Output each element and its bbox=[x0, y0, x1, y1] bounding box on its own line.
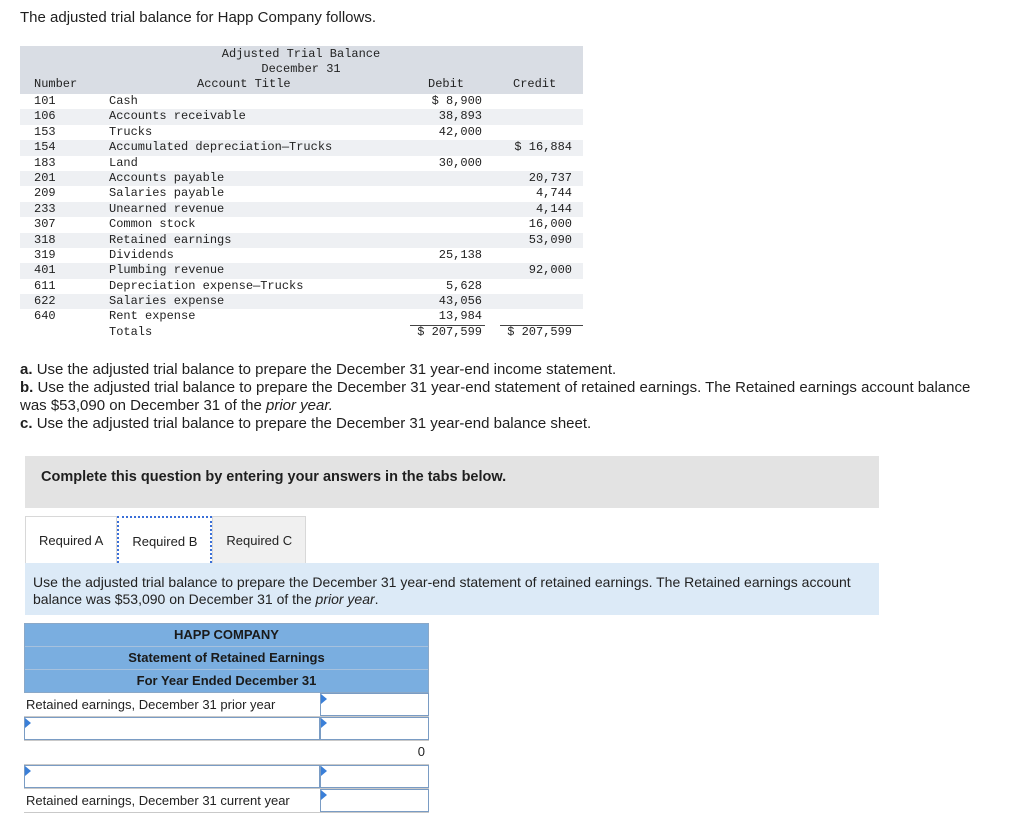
statement-row-label: Retained earnings, December 31 prior year bbox=[26, 697, 276, 712]
account-number: 201 bbox=[34, 170, 56, 185]
account-number: 307 bbox=[34, 217, 56, 232]
trial-balance-row bbox=[20, 109, 583, 124]
account-number: 611 bbox=[34, 278, 56, 293]
statement-row bbox=[24, 693, 429, 717]
account-number: 318 bbox=[34, 232, 56, 247]
account-number: 401 bbox=[34, 263, 56, 278]
question-c-label: c. bbox=[20, 415, 33, 432]
credit-amount: 4,744 bbox=[535, 186, 572, 201]
statement-row-label bbox=[26, 741, 320, 764]
account-number: 153 bbox=[34, 124, 56, 139]
trial-balance-row bbox=[20, 94, 583, 109]
trial-balance-row bbox=[20, 125, 583, 140]
tab-required-a[interactable]: Required A bbox=[25, 516, 117, 563]
header-account-title: Account Title bbox=[197, 77, 291, 91]
debit-amount: 38,893 bbox=[438, 109, 482, 124]
tab-required-c[interactable]: Required C bbox=[212, 516, 306, 563]
totals-debit: $ 207,599 bbox=[417, 324, 482, 339]
credit-amount: 53,090 bbox=[528, 232, 572, 247]
account-label-input[interactable] bbox=[24, 717, 320, 740]
statement-row bbox=[24, 789, 429, 813]
question-a-label: a. bbox=[20, 361, 33, 378]
trial-balance-row bbox=[20, 233, 583, 248]
account-title: Trucks bbox=[109, 124, 153, 139]
account-title: Plumbing revenue bbox=[109, 263, 225, 278]
account-number: 209 bbox=[34, 186, 56, 201]
statement-row bbox=[24, 765, 429, 789]
trial-balance-row bbox=[20, 140, 583, 155]
statement-name: Statement of Retained Earnings bbox=[25, 647, 428, 670]
trial-balance-table bbox=[20, 46, 583, 341]
credit-amount: 92,000 bbox=[528, 263, 572, 278]
instruction-text: Use the adjusted trial balance to prepare the December 31 year-end statement of retained earnings. The Retained earnings account balance was $53,090 on December 31 of the bbox=[33, 574, 851, 607]
question-a: Use the adjusted trial balance to prepare the December 31 year-end income statement. bbox=[36, 361, 617, 378]
questions bbox=[20, 361, 980, 433]
account-number: 183 bbox=[34, 155, 56, 170]
credit-amount: 16,000 bbox=[528, 217, 572, 232]
trial-balance-row bbox=[20, 202, 583, 217]
question-c: Use the adjusted trial balance to prepare the December 31 year-end balance sheet. bbox=[36, 415, 592, 432]
instruction-end: . bbox=[374, 591, 379, 607]
header-credit: Credit bbox=[513, 77, 557, 91]
account-title: Cash bbox=[109, 94, 138, 108]
trial-balance-row bbox=[20, 217, 583, 232]
intro-text: The adjusted trial balance for Happ Company follows. bbox=[20, 9, 377, 26]
totals-credit: $ 207,599 bbox=[507, 324, 572, 339]
account-title: Accounts payable bbox=[109, 170, 225, 185]
account-number: 319 bbox=[34, 247, 56, 262]
instruction-italic: prior year bbox=[315, 591, 375, 607]
account-title: Land bbox=[109, 155, 138, 170]
account-title: Dividends bbox=[109, 247, 174, 262]
account-title: Retained earnings bbox=[109, 232, 232, 247]
header-number: Number bbox=[34, 77, 78, 91]
prior-year-amount-input[interactable] bbox=[320, 693, 429, 716]
trial-balance-row bbox=[20, 248, 583, 263]
debit-amount: 43,056 bbox=[438, 294, 482, 309]
complete-prompt-box bbox=[25, 456, 879, 508]
tab-required-b[interactable]: Required B bbox=[117, 516, 212, 563]
account-title: Salaries expense bbox=[109, 294, 225, 309]
account-title: Depreciation expense—Trucks bbox=[109, 278, 304, 293]
instruction-panel bbox=[25, 563, 879, 615]
trial-balance-title: Adjusted Trial Balance bbox=[221, 47, 381, 61]
debit-amount: 5,628 bbox=[445, 278, 482, 293]
debit-amount: 30,000 bbox=[438, 155, 482, 170]
amount-input[interactable] bbox=[320, 765, 429, 788]
account-number: 101 bbox=[34, 94, 56, 108]
account-title: Accumulated depreciation—Trucks bbox=[109, 140, 333, 155]
trial-balance-date: December 31 bbox=[261, 62, 341, 76]
question-b-label: b. bbox=[20, 379, 34, 396]
header-debit: Debit bbox=[428, 77, 465, 91]
account-number: 106 bbox=[34, 109, 56, 124]
totals-label: Totals bbox=[109, 324, 153, 339]
trial-balance-header bbox=[20, 46, 583, 94]
account-title: Common stock bbox=[109, 217, 196, 232]
totals-row bbox=[20, 325, 583, 341]
account-number: 640 bbox=[34, 309, 56, 324]
trial-balance-row bbox=[20, 186, 583, 201]
statement-row bbox=[24, 741, 429, 765]
question-b: Use the adjusted trial balance to prepare the December 31 year-end statement of retained earnings. The Retained earnings account balance was $53,090 on December 31 of the bbox=[20, 379, 971, 414]
subtotal-value: 0 bbox=[320, 741, 429, 764]
trial-balance-row bbox=[20, 156, 583, 171]
retained-earnings-statement bbox=[24, 623, 429, 813]
debit-amount: 25,138 bbox=[438, 247, 482, 262]
account-title: Accounts receivable bbox=[109, 109, 246, 124]
account-label-input[interactable] bbox=[24, 765, 320, 788]
amount-input[interactable] bbox=[320, 717, 429, 740]
question-b-italic: prior year. bbox=[266, 397, 333, 414]
account-title: Unearned revenue bbox=[109, 201, 225, 216]
trial-balance-row bbox=[20, 263, 583, 278]
account-number: 622 bbox=[34, 294, 56, 309]
statement-header bbox=[24, 623, 429, 693]
trial-balance-row bbox=[20, 171, 583, 186]
statement-period: For Year Ended December 31 bbox=[136, 673, 317, 688]
trial-balance-row bbox=[20, 294, 583, 309]
statement-row-label: Retained earnings, December 31 current year bbox=[26, 793, 290, 808]
account-number: 154 bbox=[34, 140, 56, 155]
account-title: Rent expense bbox=[109, 309, 196, 324]
current-year-amount-input[interactable] bbox=[320, 789, 429, 812]
debit-amount: 42,000 bbox=[438, 124, 482, 139]
trial-balance-row bbox=[20, 279, 583, 294]
statement-company: HAPP COMPANY bbox=[25, 624, 428, 647]
account-number: 233 bbox=[34, 201, 56, 216]
credit-amount: $ 16,884 bbox=[514, 140, 572, 155]
credit-amount: 20,737 bbox=[528, 170, 572, 185]
tab-bar bbox=[25, 516, 306, 563]
statement-row bbox=[24, 717, 429, 741]
account-title: Salaries payable bbox=[109, 186, 225, 201]
debit-amount: $ 8,900 bbox=[431, 94, 482, 108]
debit-amount: 13,984 bbox=[438, 309, 482, 324]
trial-balance-row bbox=[20, 309, 583, 324]
credit-amount: 4,144 bbox=[535, 201, 572, 216]
complete-prompt: Complete this question by entering your answers in the tabs below. bbox=[41, 469, 507, 485]
